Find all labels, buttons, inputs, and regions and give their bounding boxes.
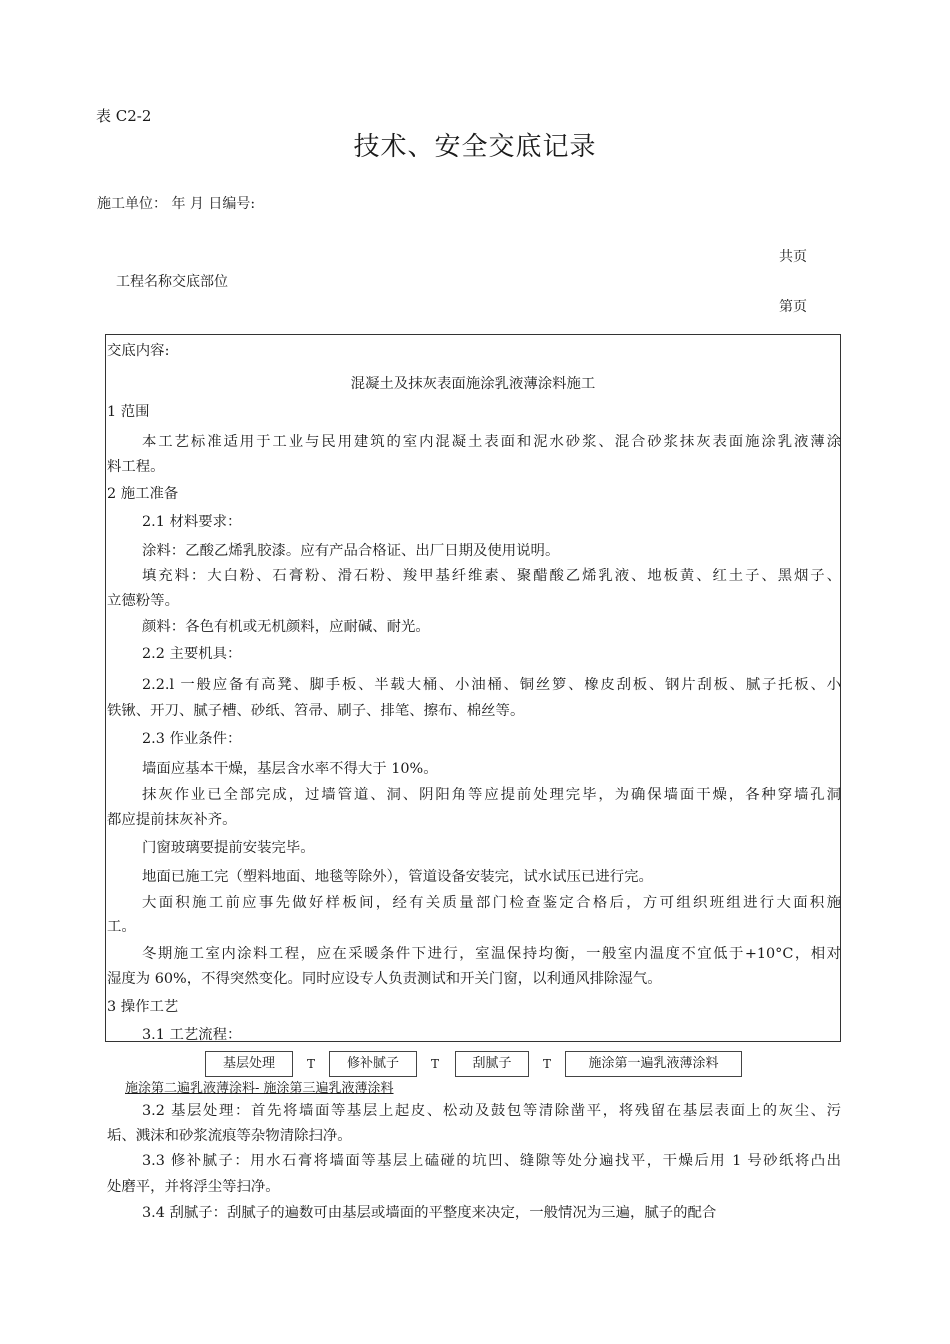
form-number: 表 C2-2 [96,107,152,125]
subsection-title: 3.1 工艺流程： [142,1027,242,1043]
paragraph: 料工程。 [107,459,165,475]
flow-step: 基层处理 [205,1051,293,1077]
paragraph: 立德粉等。 [107,593,179,609]
paragraph: 大面积施工前应事先做好样板间，经有关质量部门检查鉴定合格后，方可组织班组进行大面积施 [142,895,841,911]
paragraph: 湿度为 60%，不得突然变化。同时应设专人负责测试和开关门窗，以利通风排除湿气。 [107,971,662,987]
paragraph: 都应提前抹灰补齐。 [107,812,237,828]
construction-unit-line: 施工单位： 年 月 日编号: [97,196,256,212]
section-heading: 混凝土及抹灰表面施涂乳液薄涂料施工 [350,376,596,392]
content-label: 交底内容: [107,343,170,359]
section-1-title: 1 范围 [107,404,150,420]
paragraph: 本工艺标准适用于工业与民用建筑的室内混凝土表面和泥水砂浆、混合砂浆抹灰表面施涂乳液薄涂 [142,434,841,450]
flow-arrow: T [543,1057,552,1071]
flow-arrow: T [431,1057,440,1071]
subsection-title: 2.2 主要机具： [142,646,242,662]
paragraph: 3.4 刮腻子：刮腻子的遍数可由基层或墙面的平整度来决定，一般情况为三遍，腻子的配合 [142,1205,717,1221]
paragraph: 门窗玻璃要提前安装完毕。 [142,840,315,856]
paragraph: 垢、溅沫和砂浆流痕等杂物清除扫净。 [107,1128,352,1144]
paragraph: 颜料：各色有机或无机颜料，应耐碱、耐光。 [142,619,430,635]
paragraph: 抹灰作业已全部完成，过墙管道、洞、阴阳角等应提前处理完毕，为确保墙面干燥，各种穿墙孔洞 [142,787,841,803]
paragraph: 工。 [107,919,136,935]
flow-continuation: 施涂第二遍乳液薄涂料- 施涂第三遍乳液薄涂料 [125,1081,394,1096]
paragraph: 填充料：大白粉、石膏粉、滑石粉、羧甲基纤维素、聚醋酸乙烯乳液、地板黄、红土子、黑烟子、 [142,568,841,584]
paragraph: 冬期施工室内涂料工程，应在采暖条件下进行，室温保持均衡，一般室内温度不宜低于+10°C，相对 [142,946,841,962]
paragraph: 涂料：乙酸乙烯乳胶漆。应有产品合格证、出厂日期及使用说明。 [142,543,560,559]
subsection-title: 2.3 作业条件： [142,731,242,747]
paragraph: 3.3 修补腻子：用水石膏将墙面等基层上磕碰的坑凹、缝隙等处分遍找平，干燥后用 1 号砂纸将凸出 [142,1153,841,1169]
flow-step: 修补腻子 [329,1051,417,1077]
paragraph: 地面已施工完（塑料地面、地毯等除外），管道设备安装完，试水试压已进行完。 [142,869,653,885]
project-name-line: 工程名称交底部位 [116,274,228,290]
subsection-title: 2.1 材料要求： [142,514,242,530]
paragraph: 墙面应基本干燥，基层含水率不得大于 10%。 [142,761,438,777]
flow-step: 施涂第一遍乳液薄涂料 [565,1051,742,1077]
paragraph: 铁锹、开刀、腻子槽、砂纸、笤帚、刷子、排笔、擦布、棉丝等。 [107,703,525,719]
page-number-label: 第页 [779,299,807,315]
flow-step: 刮腻子 [455,1051,529,1077]
section-2-title: 2 施工准备 [107,486,179,502]
paragraph: 2.2.l 一般应备有高凳、脚手板、半载大桶、小油桶、铜丝箩、橡皮刮板、钢片刮板、腻子托板、小 [142,677,841,693]
section-3-title: 3 操作工艺 [107,999,179,1015]
total-pages-label: 共页 [779,249,807,265]
document-title: 技术、安全交底记录 [353,132,597,162]
paragraph: 3.2 基层处理：首先将墙面等基层上起皮、松动及鼓包等清除凿平，将残留在基层表面上的灰尘、污 [142,1103,841,1119]
paragraph: 处磨平，并将浮尘等扫净。 [107,1179,280,1195]
flow-arrow: T [307,1057,316,1071]
